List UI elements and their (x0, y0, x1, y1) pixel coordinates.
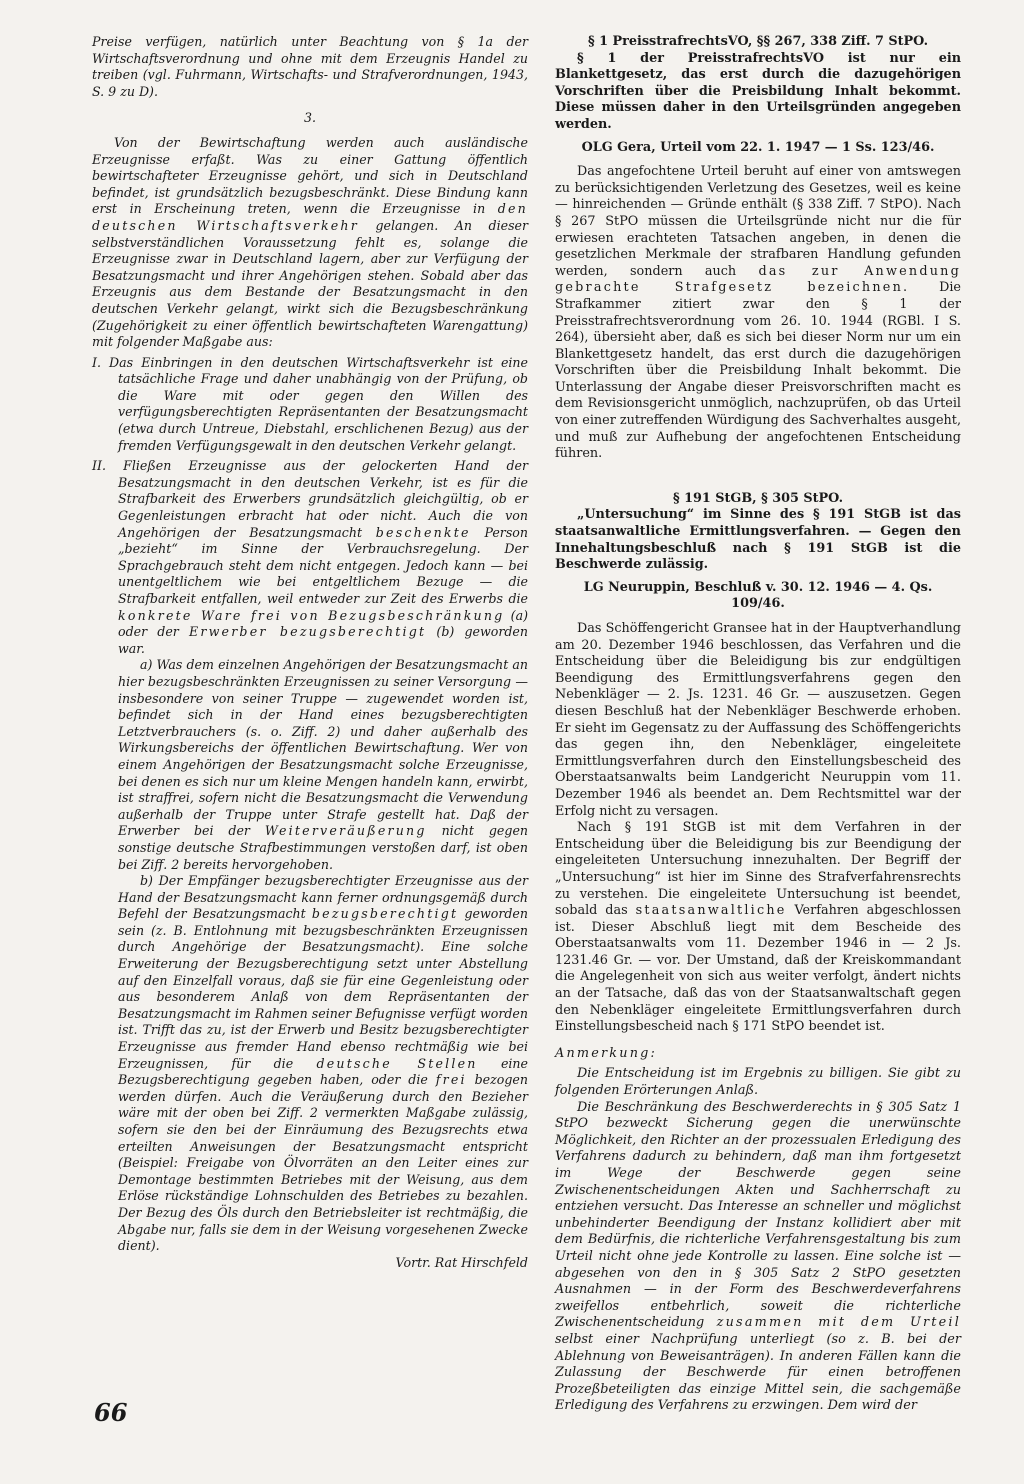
case2-body-1: Das Schöffengericht Gransee hat in der Hauptverhandlung am 20. Dezember 1946 beschlossen, das Verfahren und die Entscheidung über die Beleidigung bis zur endgültigen Beendigung des Ermittlungsverfahrens gegen den Nebenkläger — 2. Js. 1231. 46 Gr. — auszusetzen. Gegen diesen Beschluß hat der Nebenkläger Beschwerde erhoben. Er sieht im Gegensatz zu der Auffassung des Schöffengerichts das gegen ihn, den Nebenkläger, eingeleitete Ermittlungsverfahren durch den Einstellungsbescheid des Oberstaatsanwalts beim Landgericht Neuruppin vom 11. Dezember 1946 als beendet an. Dem Rechtsmittel war der Erfolg nicht zu versagen. (555, 621, 961, 819)
case2-court: LG Neuruppin, Beschluß v. 30. 12. 1946 — 4. Qs. 109/46. (583, 579, 933, 612)
signature: Vortr. Rat Hirschfeld (395, 1254, 528, 1270)
left-column (92, 34, 528, 1271)
case1-court: OLG Gera, Urteil vom 22. 1. 1947 — 1 Ss. 123/46. (581, 139, 935, 155)
remark-label: Anmerkung: (555, 1045, 658, 1061)
right-column (555, 34, 961, 1415)
case1-headnote: § 1 der PreisstrafrechtsVO ist nur ein Blankettgesetz, das erst durch die dazugehörigen Vorschriften über die Preisbildung Inhalt bekommt. Diese müssen daher in den Urteilsgründen angegeben werden. (555, 50, 961, 132)
sub-item-a: a) Was dem einzelnen Angehörigen der Besatzungsmacht an hier bezugsbeschränkten Erzeugnissen zu seiner Versorgung — insbesondere von seiner Truppe — zugewendet worden ist, befindet sich in der Hand eines bezugsberechtigten Letztverbrauchers (s. o. Ziff. 2) und daher außerhalb des Wirkungsbereichs der öffentlichen Bewirtschaftung. Wer von einem Angehörigen der Besatzungsmacht solche Erzeugnisse, bei denen es sich nur um kleine Mengen handeln kann, erwirbt, ist straffrei, sofern nicht die Besatzungsmacht die Verwendung außerhalb der Truppe unter Strafe gestellt hat. Daß der Erwerber bei der Weiterveräußerung nicht gegen sonstige deutsche Strafbestimmungen verstoßen darf, ist oben bei Ziff. 2 bereits hervorgehoben. (118, 657, 529, 872)
case1-statute: § 1 PreisstrafrechtsVO, §§ 267, 338 Ziff. 7 StPO. (587, 34, 929, 49)
page-number: 66 (94, 1398, 128, 1427)
case1-body: Das angefochtene Urteil beruht auf einer von amtswegen zu berücksichtigenden Verletzung des Gesetzes, weil es keine — hinreichenden — Gründe enthält (§ 338 Ziff. 7 StPO). Nach § 267 StPO müssen die Urteilsgründe nicht nur die für erwiesen erachteten Tatsachen angeben, in denen die gesetzlichen Merkmale der strafbaren Handlung gefunden werden, sondern auch das zur Anwendung gebrachte Strafgesetz bezeichnen. Die Strafkammer zitiert zwar den § 1 der Preisstrafrechtsverordnung vom 26. 10. 1944 (RGBl. I S. 264), übersieht aber, daß es sich bei dieser Norm nur um ein Blankettgesetz handelt, das erst durch die dazugehörigen Vorschriften über die Preisbildung Inhalt bekommt. Die Unterlassung der Angabe dieser Preisvorschriften macht es dem Revisionsgericht unmöglich, nachzuprüfen, ob das Urteil von einer zutreffenden Würdigung des Sachverhaltes ausgeht, und muß zur Aufhebung der angefochtenen Entscheidung führen. (555, 164, 962, 462)
remark-paragraph-2: Die Beschränkung des Beschwerderechts in § 305 Satz 1 StPO bezweckt Sicherung gegen die unerwünschte Möglichkeit, den Richter an der prozessualen Erledigung des Verfahrens dadurch zu behindern, daß man ihm fortgesetzt im Wege der Beschwerde gegen seine Zwischenentscheidungen Akten und Sachherrschaft zu entziehen versucht. Das Interesse an schneller und möglichst unbehinderter Beendigung der Instanz kollidiert aber mit dem Bedürfnis, die richterliche Verfahrensgestaltung bis zum Urteil nicht ohne jede Kontrolle zu lassen. Eine solche ist — abgesehen von den in § 305 Satz 2 StPO gesetzten Ausnahmen — in der Form des Beschwerdeverfahrens zweifellos entbehrlich, soweit die richterliche Zwischenentscheidung zusammen mit dem Urteil selbst einer Nachprüfung unterliegt (so z. B. bei der Ablehnung von Beweisanträgen). In anderen Fällen kann die Zulassung der Beschwerde für einen betroffenen Prozeßbeteiligten das einzige Mittel sein, die sachgemäße Erledigung des Verfahrens zu erzwingen. Dem wird der (555, 1099, 962, 1414)
case2-body-2: Nach § 191 StGB ist mit dem Verfahren in der Entscheidung über die Beleidigung bis zur Beendigung der eingeleiteten Untersuchung innezuhalten. Der Begriff der „Untersuchung“ ist hier im Sinne des Strafverfahrensrechts zu verstehen. Die eingeleitete Untersuchung ist beendet, sobald das staatsanwaltliche Verfahren abgeschlossen ist. Dieser Abschluß liegt mit dem Bescheide des Oberstaatsanwalts vom 11. Dezember 1946 in — 2 Js. 1231.46 Gr. — vor. Der Umstand, daß der Kreiskommandant die Angelegenheit von sich aus weiter verfolgt, ändert nichts an der Tatsache, daß das von der Staatsanwaltschaft gegen den Nebenkläger eingeleitete Ermittlungsverfahren durch Einstellungsbescheid nach § 171 StPO beendet ist. (555, 820, 961, 1035)
sub-item-b: b) Der Empfänger bezugsberechtigter Erzeugnisse aus der Hand der Besatzungsmacht kann ferner ordnungsgemäß durch Befehl der Besatzungsmacht bezugsberechtigt geworden sein (z. B. Entlohnung mit bezugsbeschränkten Erzeugnissen durch Angehörige der Besatzungsmacht). Eine solche Erweiterung der Bezugsberechtigung setzt unter Abstellung auf den Einzelfall voraus, daß sie für eine Gegenleistung oder aus besonderem Anlaß von dem Repräsentanten der Besatzungsmacht im Rahmen seiner Befugnisse verfügt worden ist. Trifft das zu, ist der Erwerb und Besitz bezugsberechtigter Erzeugnisse aus fremder Hand ebenso rechtmäßig wie bei Erzeugnissen, für die deutsche Stellen eine Bezugsberechtigung gegeben haben, oder die frei bezogen werden dürfen. Auch die Veräußerung durch den Bezieher wäre mit der oben bei Ziff. 2 vermerkten Maßgabe zulässig, sofern sie den bei der Einräumung des Bezugsrechts etwa erteilten Anweisungen der Besatzungsmacht entspricht (Beispiel: Freigabe von Ölvorräten an den Leiter eines zur Demontage bestimmten Betriebes mit der Weisung, aus dem Erlöse rückständige Lohnschulden des Betriebes zu bezahlen. Der Bezug des Öls durch den Betriebsleiter ist rechtmäßig, die Abgabe nur, falls sie dem in der Weisung vorgesehenen Zwecke dient). (118, 873, 528, 1254)
left-paragraph-2: Von der Bewirtschaftung werden auch ausländische Erzeugnisse erfaßt. Was zu einer Gattung öffentlich bewirtschafteter Erzeugnisse gehört, und sich in Deutschland befindet, ist grundsätzlich bezugsbeschränkt. Diese Bindung kann erst in Erscheinung treten, wenn die Erzeugnisse in den deutschen Wirtschaftsverkehr gelangen. An dieser selbstverständlichen Voraussetzung fehlt es, solange die Erzeugnisse zwar in Deutschland lagern, aber zur Verfügung der Besatzungsmacht und ihrer Angehörigen stehen. Sobald aber das Erzeugnis aus dem Bestande der Besatzungsmacht in den deutschen Verkehr gelangt, wirkt sich die Bezugsbeschränkung (Zugehörigkeit zu einer öffentlich bewirtschafteten Warengattung) mit folgender Maßgabe aus: (92, 134, 529, 350)
left-paragraph-1: Preise verfügen, natürlich unter Beachtung von § 1a der Wirtschaftsverordnung und ohne mit dem Erzeugnis Handel zu treiben (vgl. Fuhrmann, Wirtschafts- und Strafverordnungen, 1943, S. 9 zu D). (92, 34, 528, 99)
case-divider-space (555, 463, 961, 491)
case2-headnote: „Untersuchung“ im Sinne des § 191 StGB ist das staatsanwaltliche Ermittlungsverfahren. — Gegen den Innehaltungsbeschluß nach § 191 StGB ist die Beschwerde zulässig. (555, 507, 961, 573)
item-one: I. Das Einbringen in den deutschen Wirtschaftsverkehr ist eine tatsächliche Frage und daher unabhängig von der Prüfung, ob die Ware mit oder gegen den Willen des verfügungsberechtigten Repräsentanten der Besatzungsmacht (etwa durch Untreue, Diebstahl, erschlichenen Bezug) aus der fremden Verfügungsgewalt in den deutschen Verkehr gelangt. (92, 354, 528, 453)
remark-paragraph-1: Die Entscheidung ist im Ergebnis zu billigen. Sie gibt zu folgenden Erörterungen Anlaß. (555, 1066, 961, 1099)
section-number: 3. (303, 110, 317, 126)
item-two: II. Fließen Erzeugnisse aus der gelockerten Hand der Besatzungsmacht in den deutschen Verkehr, ist es für die Strafbarkeit des Erwerbers grundsätzlich gleichgültig, ob er Gegenleistungen erbracht hat oder nicht. Auch die von Angehörigen der Besatzungsmacht beschenkte Person „bezieht“ im Sinne der Verbrauchsregelung. Der Sprachgebrauch steht dem nicht entgegen. Jedoch kann — bei unentgeltlichem wie bei entgeltlichem Bezuge — die Strafbarkeit entfallen, weil entweder zur Zeit des Erwerbs die konkrete Ware frei von Bezugsbeschränkung (a) oder der Erwerber bezugsberechtigt (b) geworden war. (92, 458, 528, 656)
case2-statute: § 191 StGB, § 305 StPO. (672, 490, 844, 506)
